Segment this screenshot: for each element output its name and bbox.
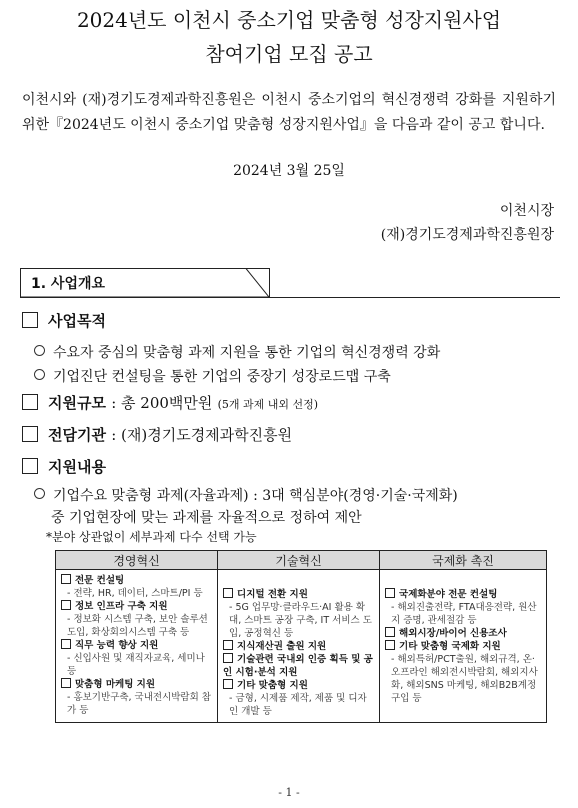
content-heading: 지원내용 <box>22 456 106 477</box>
purpose-bullet-2: 기업진단 컨설팅을 통한 기업의 중장기 성장로드맵 구축 <box>34 366 391 386</box>
table-header: 기술혁신 <box>218 551 380 570</box>
section-divider <box>20 297 560 298</box>
table-category: 지식재산권 출원 지원 <box>223 640 375 653</box>
table-subitem: - 해외특허/PCT출원, 해외규격, 온·오프라인 해외전시박람회, 해외지사화, 해외SNS 마케팅, 해외B2B계정 구입 등 <box>391 654 538 704</box>
agency-heading: 전담기관 : (재)경기도경제과학진흥원 <box>22 424 292 445</box>
table-subitem: - 금형, 시제품 제작, 제품 및 디자인 개발 등 <box>229 693 367 717</box>
table-category: 기타 맞춤형 지원 <box>223 679 375 692</box>
table-subitem: - 신입사원 및 재직자교육, 세미나 등 <box>67 653 205 677</box>
checkbox-square-icon <box>61 574 71 584</box>
purpose-bullet-1: 수요자 중심의 맞춤형 과제 지원을 통한 기업의 혁신경쟁력 강화 <box>34 342 440 362</box>
table-subitem: - 전략, HR, 데이터, 스마트/PI 등 <box>67 588 203 599</box>
table-category: 맞춤형 마케팅 지원 <box>61 678 213 691</box>
table-header: 국제화 촉진 <box>380 551 547 570</box>
table-subitem: - 해외진출전략, FTA대응전략, 원산지 증명, 관세절감 등 <box>391 602 537 626</box>
checkbox-square-icon <box>61 678 71 688</box>
content-paragraph: 기업수요 맞춤형 과제(자율과제) : 3대 핵심분야(경영·기술·국제화) 중 기업현장에 맞는 과제를 자율적으로 정하여 제안 <box>34 485 554 529</box>
table-cell-management <box>56 570 218 723</box>
checkbox-square-icon <box>385 627 395 637</box>
table-subitem: - 정보화 시스템 구축, 보안 솔루션 도입, 화상회의시스템 구축 등 <box>67 614 208 638</box>
checkbox-square-icon <box>385 588 395 598</box>
table-header: 경영혁신 <box>56 551 218 570</box>
circle-bullet-icon <box>34 488 45 499</box>
table-category: 기타 맞춤형 국제화 지원 <box>385 640 542 653</box>
checkbox-square-icon <box>22 458 38 474</box>
checkbox-square-icon <box>223 653 233 663</box>
checkbox-square-icon <box>22 312 38 328</box>
signatory-agency: (재)경기도경제과학진흥원장 <box>380 227 554 243</box>
checkbox-square-icon <box>223 588 233 598</box>
title-line-1: 2024년도 이천시 중소기업 맞춤형 성장지원사업 <box>76 8 502 32</box>
intro-paragraph: 이천시와 (재)경기도경제과학진흥원은 이천시 중소기업의 혁신경쟁력 강화를 지원하기 위한『2024년도 이천시 중소기업 맞춤형 성장지원사업』을 다음과 같이 공고 합니다. <box>22 92 556 133</box>
table-category: 국제화분야 전문 컨설팅 <box>385 588 542 601</box>
checkbox-square-icon <box>385 640 395 650</box>
section-header <box>20 268 270 298</box>
section-title: 1. 사업개요 <box>31 276 106 292</box>
signatory-mayor: 이천시장 <box>499 203 554 219</box>
checkbox-square-icon <box>61 639 71 649</box>
table-subitem: - 홍보기반구축, 국내전시박람회 참가 등 <box>67 692 211 716</box>
checkbox-square-icon <box>22 394 38 410</box>
scale-heading: 지원규모 : 총 200백만원 (5개 과제 내외 선정) <box>22 392 318 413</box>
checkbox-square-icon <box>223 640 233 650</box>
agency-value: : (재)경기도경제과학진흥원 <box>111 426 293 444</box>
table-category: 전문 컨설팅 <box>61 574 213 587</box>
table-category: 기술관련 국내외 인증 획득 및 공인 시험·분석 지원 <box>223 654 373 678</box>
table-category: 직무 능력 향상 지원 <box>61 639 213 652</box>
page-number: - 1 - <box>278 786 300 799</box>
table-subitem: - 5G 업무망·클라우드·AI 활용 확대, 스마트 공장 구축, IT 서비스 도입, 공정혁신 등 <box>229 602 372 639</box>
table-cell-technology <box>218 570 380 723</box>
circle-bullet-icon <box>34 345 45 356</box>
table-category: 정보 인프라 구축 지원 <box>61 600 213 613</box>
checkbox-square-icon <box>61 600 71 610</box>
checkbox-square-icon <box>22 426 38 442</box>
announcement-date: 2024년 3월 25일 <box>233 163 345 179</box>
purpose-heading: 사업목적 <box>22 310 106 331</box>
table-cell-globalization <box>380 570 547 723</box>
table-category: 디지털 전환 지원 <box>223 588 375 601</box>
content-note: *분야 상관없이 세부과제 다수 선택 가능 <box>46 530 257 544</box>
scale-note: (5개 과제 내외 선정) <box>217 398 319 411</box>
support-table <box>55 550 547 723</box>
scale-value: : 총 200백만원 <box>111 394 213 412</box>
checkbox-square-icon <box>223 679 233 689</box>
title-line-2: 참여기업 모집 공고 <box>205 42 373 66</box>
circle-bullet-icon <box>34 369 45 380</box>
table-category: 해외시장/바이어 신용조사 <box>385 627 542 640</box>
